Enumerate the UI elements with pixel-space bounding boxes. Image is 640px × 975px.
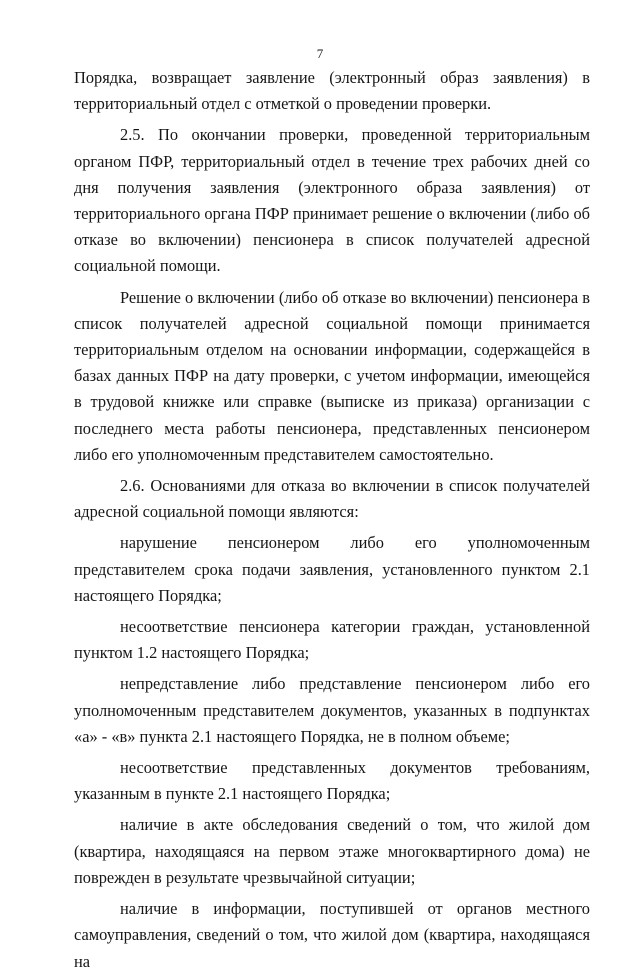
list-item-inspection-act: наличие в акте обследования сведений о том, что жилой дом (квартира, находящаяся на первом этаже многоквартирного дома) не поврежден в результате чрезвычайной ситуации; bbox=[74, 815, 590, 887]
list-item-deadline-violation: нарушение пенсионером либо его уполномоченным представителем срока подачи заявления, установленного пунктом 2.1 настоящего Порядка; bbox=[74, 533, 590, 605]
paragraph-decision: Решение о включении (либо об отказе во включении) пенсионера в список получателей адресной социальной помощи принимается территориальным отделом на основании информации, содержащейся в базах данных ПФР на дату проверки, с учетом информации, имеющейся в трудовой книжке или справке (выписке из приказа) организации с последнего места работы пенсионера, представленных пенсионером либо его уполномоченным представителем самостоятельно. bbox=[74, 287, 590, 464]
list-item-category-mismatch: несоответствие пенсионера категории граждан, установленной пунктом 1.2 настоящего Порядка; bbox=[74, 617, 590, 663]
list-item-local-government-info: наличие в информации, поступившей от органов местного самоуправления, сведений о том, что жилой дом (квартира, находящаяся на bbox=[74, 899, 590, 971]
paragraph-continuation: Порядка, возвращает заявление (электронный образ заявления) в территориальный отдел с отметкой о проведении проверки. bbox=[74, 68, 590, 114]
page-number: 7 bbox=[316, 46, 324, 61]
paragraph-2-6: 2.6. Основаниями для отказа во включении в список получателей адресной социальной помощи являются: bbox=[74, 476, 590, 522]
list-item-documents-noncompliance: несоответствие представленных документов требованиям, указанным в пункте 2.1 настоящего Порядка; bbox=[74, 758, 590, 804]
document-body bbox=[74, 65, 590, 975]
list-item-documents-missing: непредставление либо представление пенсионером либо его уполномоченным представителем документов, указанных в подпунктах «а» - «в» пункта 2.1 настоящего Порядка, не в полном объеме; bbox=[74, 674, 590, 746]
paragraph-2-5: 2.5. По окончании проверки, проведенной территориальным органом ПФР, территориальный отдел в течение трех рабочих дней со дня получения заявления (электронного образа заявления) от территориального органа ПФР принимает решение о включении (либо об отказе во включении) пенсионера в список получателей адресной социальной помощи. bbox=[74, 125, 590, 276]
